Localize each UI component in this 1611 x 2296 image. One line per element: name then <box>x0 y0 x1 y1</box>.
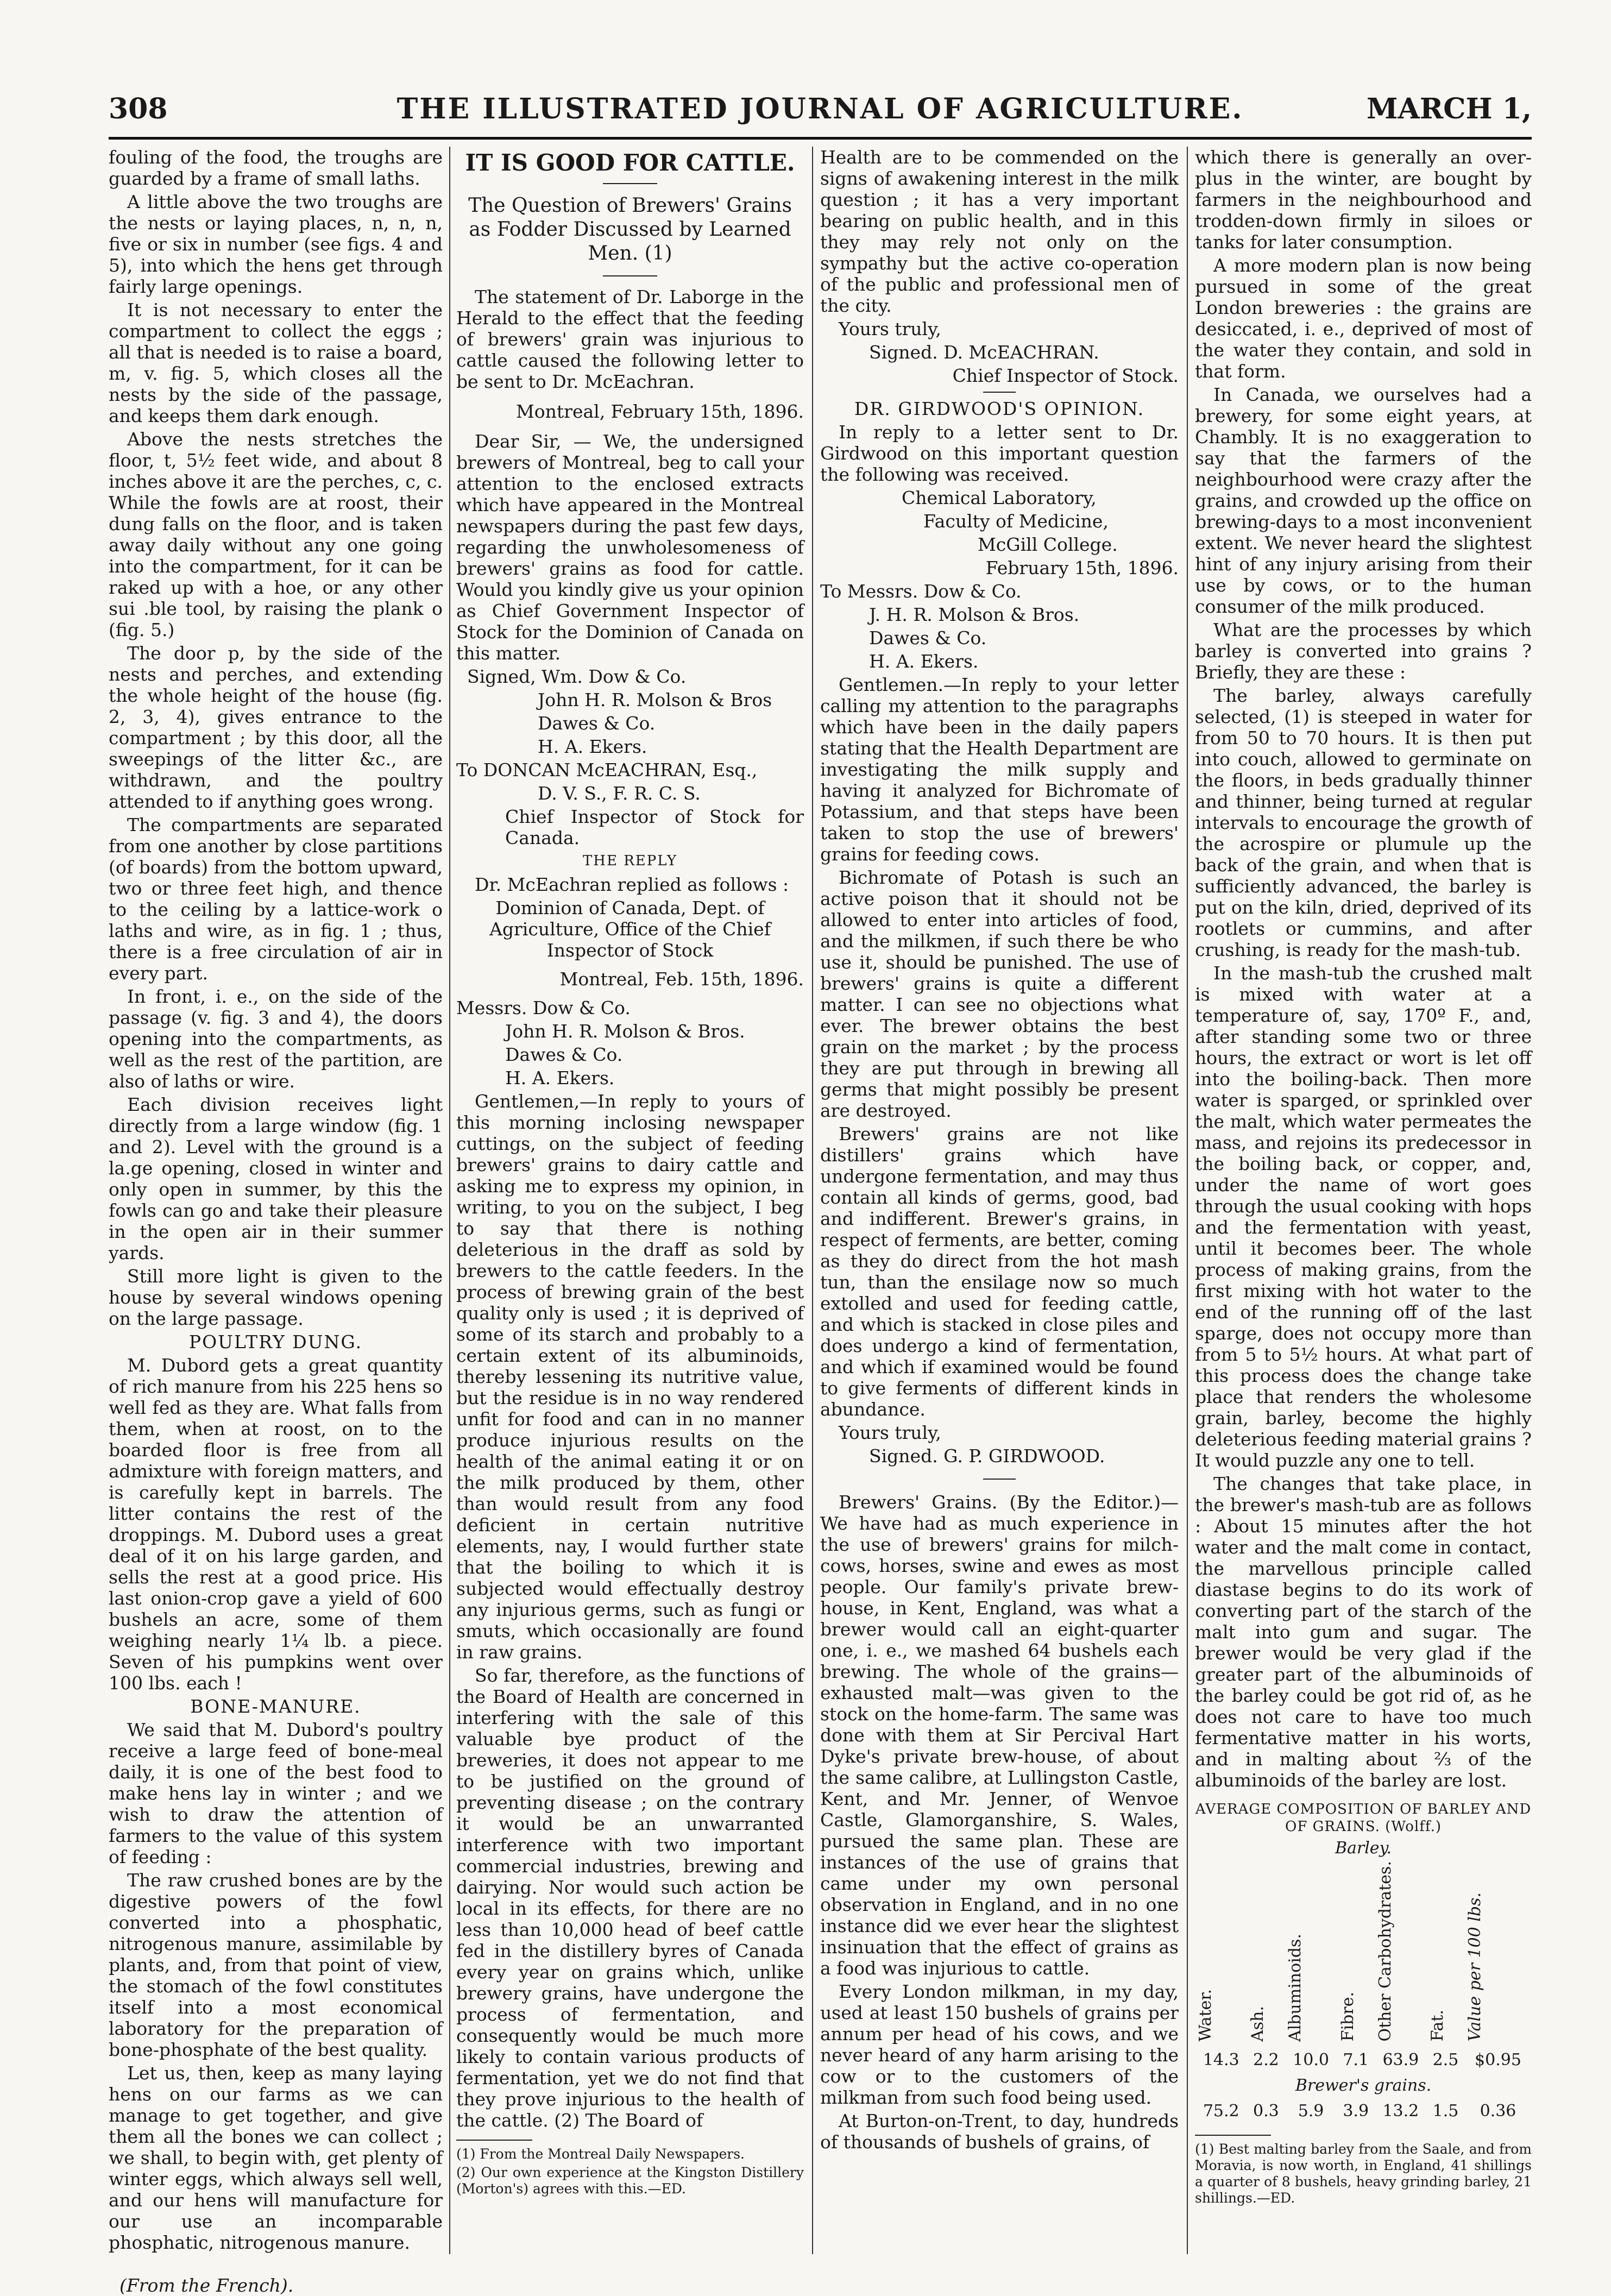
section-rule <box>983 392 1016 393</box>
signature-line: Signed. G. P. GIRDWOOD. <box>869 1445 1105 1467</box>
column-header: Fibre. <box>1338 1992 1357 2042</box>
table-cell: $0.95 <box>1475 2050 1521 2069</box>
letter-address: Dominion of Canada, Dept. of Agriculture, Office of the Chief Inspector of Stock <box>489 897 771 961</box>
page-number: 308 <box>109 92 168 125</box>
table-cell: 1.5 <box>1432 2101 1459 2121</box>
paragraph: So far, therefore, as the functions of the Board of Health are concerned in interfering with the sale of this valuable bye product of the breweries, it does not appear to me to be justified on the ground of preventing disease ; on the contrary it would be an unwarranted interference with two important commercial industries, brewing and dairying. Nor would such action be local in its effects, for there are no less than 10,000 head of beef cattle fed in the distillery byres of Canada every year on grains which, unlike brewery grains, have undergone the process of fermentation, and consequently would be much more likely to contain various products of fermentation, yet we do not find that they prove injurious to the health of the cattle. (2) The Board of <box>456 1665 804 2131</box>
section-heading-girdwood: DR. GIRDWOOD'S OPINION. <box>854 398 1145 419</box>
table-cell: 3.9 <box>1343 2101 1369 2121</box>
table-cell: 7.1 <box>1343 2050 1369 2069</box>
addressee-line: Chief Inspector of Stock for Canada. <box>505 806 804 848</box>
paragraph: Every London milkman, in my day, used at least 150 bushels of grains per annum per head of his cows, and we never heard of any harm arising to the cow or to the customers of the milkman from such food being used. <box>820 1981 1179 2108</box>
paragraph: fouling of the food, the troughs are guarded by a frame of small laths. <box>109 147 443 189</box>
table-cell: 10.0 <box>1293 2050 1329 2069</box>
signature-title: Chief Inspector of Stock. <box>952 365 1179 386</box>
dateline: February 15th, 1896. <box>985 557 1179 578</box>
column-header: Fat. <box>1428 2010 1448 2042</box>
paragraph: We said that M. Dubord's poultry receive a large feed of bone-meal daily, it is one of the best food to make hens lay in winter ; and we wish to draw the attention of farmers to the value of this system of feeding : <box>109 1719 443 1867</box>
journal-title: THE ILLUSTRATED JOURNAL OF AGRICULTURE. <box>397 92 1244 125</box>
addressee-line: To Messrs. Dow & Co. <box>820 581 1022 602</box>
paragraph: A little above the two troughs are the nests or laying places, n, n, n, five or six in number (see figs. 4 and 5), into which the hens get through fairly large openings. <box>109 191 443 297</box>
paragraph: Let us, then, keep as many laying hens on our farms as we can manage to get together, and give them all the bones we can collect ; we shall, to begin with, get plenty of winter eggs, which always sell well, and our hens will manufacture for our use an incomparable phosphatic, nitrogenous manure. <box>109 2062 443 2253</box>
editor-paragraph: Brewers' Grains. (By the Editor.)—We have had as much experience in the use of brewers' grains for milch-cows, horses, swine and ewes as most people. Our family's private brew-house, in Kent, England, was what a brewer would call an eight-quarter one, i. e., we mashed 64 bushels each brewing. The whole of the grains—exhausted malt—was given to the stock on the home-farm. The same was done with them at Sir Percival Hart Dyke's private brew-house, of about the same calibre, at Lullingston Castle, Kent, and Mr. Jenner, of Wenvoe Castle, Glamorganshire, S. Wales, pursued the same plan. These are instances of the use of grains that came under my own personal observation in England, and in no one instance did we ever hear the slightest insinuation that the effect of grains as a food was injurious to cattle. <box>820 1492 1179 1979</box>
addressee-line: D. V. S., F. R. C. S. <box>538 783 701 804</box>
column-4 <box>1195 147 1532 2265</box>
composition-table <box>1195 1861 1532 2124</box>
addressee-line: Dawes & Co. <box>505 1044 623 1065</box>
article-title: IT IS GOOD FOR CATTLE. <box>465 149 795 176</box>
dateline: Montreal, Feb. 15th, 1896. <box>559 968 804 990</box>
footnote-rule <box>456 2140 532 2141</box>
addressee-line: J. H. R. Molson & Bros. <box>869 604 1080 625</box>
column-divider <box>449 147 450 2254</box>
paragraph: Health are to be commended on the signs of awakening interest in the milk question ; it has a very important bearing on public health, and in this they may rely not only on the sympathy but the active co-operation of the public and professional men of the city. <box>820 147 1179 316</box>
paragraph: Above the nests stretches the floor, t, 5½ feet wide, and about 8 inches above it are the perches, c, c. While the fowls are at roost, their dung falls on the floor, and is taken away daily without any one going into the compartment, for it can be raked up with a hoe, or any other sui .ble tool, by raising the plank o (fig. 5.) <box>109 429 443 640</box>
table-row-barley <box>1195 2047 1532 2073</box>
letter-address: Faculty of Medicine, <box>923 511 1109 532</box>
header-rule <box>109 137 1532 140</box>
paragraph: Bichromate of Potash is such an active poison that it should not be allowed to enter into articles of food, and the milkmen, if such there be who use it, should be punished. The use of brewers' grains is quite a different matter. I can see no objections what ever. The brewer obtains the best grain on the market ; by the process they are put through in brewing all germs that might possibly be present are destroyed. <box>820 867 1179 1121</box>
column-header: Other Carbohydrates. <box>1375 1861 1395 2042</box>
table-cell: 14.3 <box>1203 2050 1239 2069</box>
table-subheading-barley: Barley. <box>1335 1839 1392 1858</box>
table-row-grains <box>1195 2098 1532 2124</box>
footnote: (2) Our own experience at the Kingston Distillery (Morton's) agrees with this.—ED. <box>456 2165 804 2197</box>
table-cell: 75.2 <box>1203 2101 1239 2121</box>
paragraph: Still more light is given to the house by several windows opening on the large passage. <box>109 1266 443 1329</box>
column-2 <box>456 147 804 2265</box>
table-subheading-row <box>1195 2073 1532 2098</box>
column-header: Ash. <box>1248 2005 1268 2042</box>
paragraph: In reply to a letter sent to Dr. Girdwood on this important question the following was received. <box>820 422 1179 485</box>
paragraph: M. Dubord gets a great quantity of rich manure from his 225 hens so well fed as they are. What falls from them, when at roost, on to the boarded floor is free from all admixture with foreign matters, and is carefully kept in barrels. The litter contains the rest of the droppings. M. Dubord uses a great deal of it on his large garden, and sells the rest at a good price. His last onion-crop gave a yield of 600 bushels an acre, some of them weighing nearly 1¼ lb. a piece. Seven of his pumpkins went over 100 lbs. each ! <box>109 1355 443 1694</box>
issue-date: MARCH 1, <box>1366 92 1532 125</box>
paragraph: Brewers' grains are not like distillers' grains which have undergone fermentation, and may thus contain all kinds of germs, good, bad and indifferent. Brewer's grains, in respect of ferments, are better, coming as they do direct from the hot mash tun, than the ensilage now so much extolled and used for feeding cattle, and which is stacked in close piles and does undergo a kind of fermentation, and which if examined would be found to give ferments of different kinds in abundance. <box>820 1123 1179 1420</box>
letter-body: Gentlemen,—In reply to yours of this morning inclosing newspaper cuttings, on the subject of feeding brewers' grains to dairy cattle and asking me to express my opinion, in writing, to you on the subject, I beg to say that there is nothing deleterious in the draff as sold by brewers to the cattle feeders. In the process of brewing grain of the best quality only is used ; it is deprived of some of its starch and probably to a certain extent of its albuminoids, thereby lessening its nutritive value, but the residue is in no way rendered unfit for food and can in no manner produce injurious results on the health of the animal eating it or on the milk produced by them, other than would result from any food deficient in certain nutritive elements, nay, I would further state that the boiling to which it is subjected would effectually destroy any injurious germs, such as fungi or smuts, which occasionally are found in raw grains. <box>456 1091 804 1663</box>
table-header-row <box>1195 1861 1532 2047</box>
section-heading-poultry-dung: POULTRY DUNG. <box>188 1331 363 1353</box>
table-cell: 0.36 <box>1480 2101 1516 2121</box>
table-cell: 63.9 <box>1382 2050 1419 2069</box>
dateline: Montreal, February 15th, 1896. <box>516 401 804 422</box>
source-credit: (From the French). <box>119 2275 294 2296</box>
paragraph: In front, i. e., on the side of the passage (v. fig. 3 and 4), the doors opening into the compartments, as well as the rest of the partition, are also of laths or wire. <box>109 986 443 1092</box>
addressee-line: Messrs. Dow & Co. <box>456 997 631 1018</box>
table-caption: AVERAGE COMPOSITION OF BARLEY AND OF GRAINS. (Wolff.) <box>1195 1801 1532 1835</box>
paragraph: At Burton-on-Trent, to day, hundreds of thousands of bushels of grains, of <box>820 2110 1179 2153</box>
letter-address: McGill College. <box>978 534 1118 555</box>
column-3 <box>820 147 1179 2265</box>
letter-address: Chemical Laboratory, <box>902 487 1097 508</box>
table-cell: 5.9 <box>1298 2101 1324 2121</box>
paragraph: What are the processes by which barley is converted into grains ? Briefly, they are these : <box>1195 619 1532 683</box>
closing: Yours truly, <box>839 1422 941 1443</box>
paragraph: The barley, always carefully selected, (1) is steeped in water for from 50 to 70 hours. It is then put into couch, allowed to germinate on the floors, in beds gradually thinner and thinner, being turned at regular intervals to encourage the growth of the acrospire or plumule up the back of the grain, and when that is sufficiently advanced, the barley is put on the kiln, dried, deprived of its rootlets or cummins, and after crushing, is ready for the mash-tub. <box>1195 685 1532 960</box>
table-cell: 13.2 <box>1382 2101 1419 2121</box>
paragraph: In Canada, we ourselves had a brewery, for some eight years, at Chambly. It is no exaggeration to say that the farmers of the neighbourhood were crazy after the grains, and crowded up the office on brewing-days to a most inconvenient extent. We never heard the slightest hint of any injury arising from their use by cows, or to the human consumer of the milk produced. <box>1195 384 1532 617</box>
column-divider <box>1187 147 1188 2254</box>
table-cell: 2.2 <box>1253 2050 1279 2069</box>
section-heading-reply: THE REPLY <box>582 853 678 869</box>
deck-rule <box>603 275 657 276</box>
section-rule <box>983 1479 1016 1480</box>
paragraph: A more modern plan is now being pursued in some of the great London breweries : the grains are desiccated, i. e., deprived of most of the water they contain, and sold in that form. <box>1195 255 1532 382</box>
addressee-line: To DONCAN McEACHRAN, Esq., <box>456 759 758 781</box>
signature-line: H. A. Ekers. <box>538 736 647 757</box>
signature-line: Dawes & Co. <box>538 713 656 734</box>
addressee-line: John H. R. Molson & Bros. <box>505 1021 745 1042</box>
paragraph: The statement of Dr. Laborge in the Herald to the effect that the feeding of brewers' grain was injurious to cattle caused the following letter to be sent to Dr. McEachran. <box>456 286 804 392</box>
letter-body: Gentlemen.—In reply to your letter calling my attention to the paragraphs which have been in the daily papers stating that the Health Department are investigating the milk supply and having it analyzed for Bichromate of Potassium, and that steps have been taken to stop the use of brewers' grains for feeding cows. <box>820 674 1179 865</box>
column-1 <box>109 147 443 2296</box>
signature-line: Signed. D. McEACHRAN. <box>869 342 1099 363</box>
paragraph: It is not necessary to enter the compartment to collect the eggs ; all that is needed is to raise a board, m, v. fig. 5, which closes all the nests by the side of the passage, and keeps them dark enough. <box>109 299 443 426</box>
paragraph: The raw crushed bones are by the digestive powers of the fowl converted into a phosphatic, nitrogenous manure, assimilable by plants, and, from that point of view, the stomach of the fowl constitutes itself into a most economical laboratory for the preparation of bone-phosphate of the best quality. <box>109 1870 443 2060</box>
addressee-line: H. A. Ekers. <box>505 1067 615 1089</box>
page-header <box>109 81 1532 136</box>
paragraph: Each division receives light directly from a large window (fig. 1 and 2). Level with the ground is a la.ge opening, closed in winter and only open in summer, by this the fowls can go and take their pleasure in the open air in their summer yards. <box>109 1094 443 1263</box>
article-deck: The Question of Brewers' Grains as Fodder Discussed by Learned Men. (1) <box>468 194 792 265</box>
paragraph: In the mash-tub the crushed malt is mixed with water at a temperature of, say, 170º F., and, after standing some two or three hours, the extract or wort is let off into the boiling-back. Then more water is sparged, or sprinkled over the malt, which water permeates the mass, and rejoins its predecessor in the boiling back, or copper, and, under the name of wort goes through the usual cooking with hops and the fermentation with yeast, until it becomes beer. The whole process of making grains, from the first mixing with hot water to the end of the running off of the last sparge, does not occupy more than from 5 to 5½ hours. At what part of this process does the change take place that renders the wholesome grain, barley, become the highly deleterious feeding material grains ? It would puzzle any one to tell. <box>1195 963 1532 1471</box>
paragraph: The changes that take place, in the brewer's mash-tub are as follows : About 15 minutes after the hot water and the malt come in contact, the marvellous principle called diastase begins to do its work of converting part of the starch of the malt into gum and sugar. The brewer would be very glad if the greater part of the albuminoids of the barley could be got rid of, as he does not care to have too much fermentative matter in his worts, and in malting about ⅔ of the albuminoids of the barley are lost. <box>1195 1473 1532 1791</box>
column-divider <box>812 147 813 2254</box>
signature-line: John H. R. Molson & Bros <box>538 689 772 710</box>
paragraph: Dr. McEachran replied as follows : <box>475 874 789 895</box>
column-header: Water. <box>1196 1989 1215 2042</box>
signature-line: Signed, Wm. Dow & Co. <box>467 666 687 687</box>
letter-body: Dear Sir, — We, the undersigned brewers of Montreal, beg to call your attention to the enclosed extracts which have appeared in the Montreal newspapers during the past few days, regarding the unwholesomeness of brewers' grains as food for cattle. Would you kindly give us your opinion as Chief Government Inspector of Stock for the Dominion of Canada on this matter. <box>456 431 804 664</box>
footnote: (1) From the Montreal Daily Newspapers. <box>456 2146 745 2162</box>
paragraph: The compartments are separated from one another by close partitions (of boards) from the bottom upward, two or three feet high, and thence to the ceiling by a lattice-work o laths and wire, as in fig. 1 ; thus, there is a free circulation of air in every part. <box>109 814 443 984</box>
paragraph: The door p, by the side of the nests and perches, and extending the whole height of the house (fig. 2, 3, 4), gives entrance to the compartment ; by this door, all the sweepings of the litter &c., are withdrawn, and the poultry attended to if anything goes wrong. <box>109 643 443 812</box>
paragraph: which there is generally an over-plus in the winter, are bought by farmers in the neighbourhood and trodden-down firmly in siloes or tanks for later consumption. <box>1195 147 1532 253</box>
column-header: Albuminoids. <box>1286 1933 1305 2042</box>
section-heading-bone-manure: BONE-MANURE. <box>190 1696 361 1717</box>
title-rule <box>603 183 657 184</box>
addressee-line: H. A. Ekers. <box>869 651 979 672</box>
closing: Yours truly, <box>839 318 941 339</box>
footnote: (1) Best malting barley from the Saale, and from Moravia, is now worth, in England, 41 shillings a quarter of 8 bushels, heavy grinding barley, 21 shillings.—ED. <box>1195 2141 1532 2206</box>
table-subheading-grains: Brewer's grains. <box>1295 2075 1432 2095</box>
table-cell: 0.3 <box>1253 2101 1279 2121</box>
addressee-line: Dawes & Co. <box>869 627 987 649</box>
table-cell: 2.5 <box>1432 2050 1459 2069</box>
footnote-rule <box>1195 2135 1271 2136</box>
column-header: Value per 100 lbs. <box>1465 1892 1484 2042</box>
